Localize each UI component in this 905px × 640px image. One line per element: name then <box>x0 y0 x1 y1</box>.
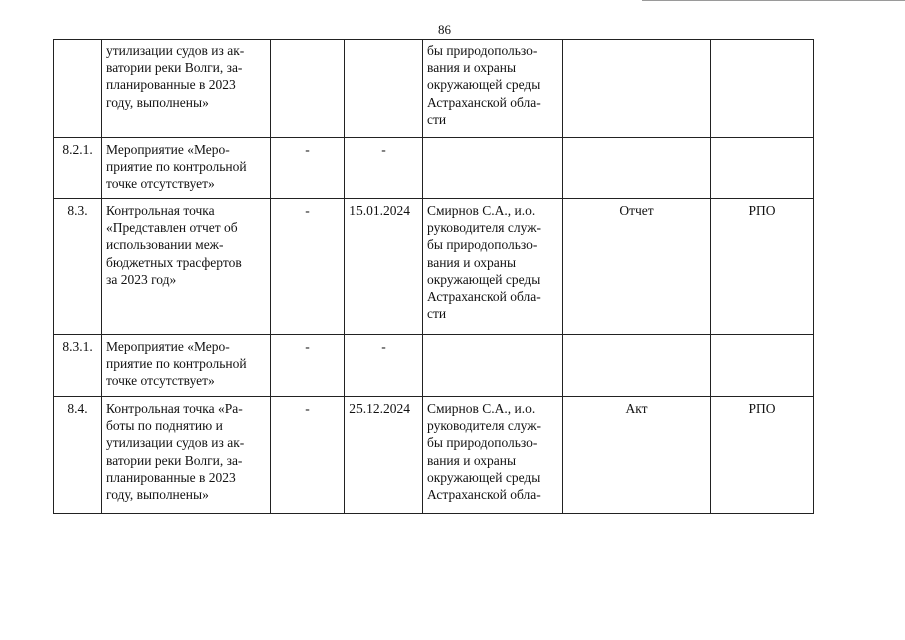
row-end-date: 25.12.2024 <box>345 397 423 514</box>
row-start-date: - <box>271 199 345 335</box>
row-document-type: Акт <box>563 397 711 514</box>
row-document-type <box>563 138 711 199</box>
table-row <box>54 40 814 138</box>
row-end-date: 15.01.2024 <box>345 199 423 335</box>
row-end-date <box>345 40 423 138</box>
row-name: утилизации судов из ак- ватории реки Волги, за- планированные в 2023 году, выполнены» <box>102 40 271 138</box>
table-row <box>54 199 814 335</box>
row-responsible <box>423 138 563 199</box>
row-document-type <box>563 335 711 397</box>
row-number: 8.3.1. <box>54 335 102 397</box>
row-number: 8.4. <box>54 397 102 514</box>
table-row <box>54 335 814 397</box>
control-points-table <box>53 39 814 514</box>
row-name: Мероприятие «Меро- приятие по контрольной точке отсутствует» <box>102 335 271 397</box>
row-info-system <box>711 138 814 199</box>
table-row <box>54 397 814 514</box>
page-number: 86 <box>438 22 451 37</box>
row-number <box>54 40 102 138</box>
row-end-date: - <box>345 335 423 397</box>
row-start-date: - <box>271 335 345 397</box>
row-start-date <box>271 40 345 138</box>
row-info-system: РПО <box>711 199 814 335</box>
page-corner-line <box>642 0 905 1</box>
row-document-type <box>563 40 711 138</box>
row-info-system: РПО <box>711 397 814 514</box>
table-row <box>54 138 814 199</box>
row-number: 8.2.1. <box>54 138 102 199</box>
row-responsible <box>423 335 563 397</box>
row-number: 8.3. <box>54 199 102 335</box>
row-responsible: Смирнов С.А., и.о. руководителя служ- бы природопользо- вания и охраны окружающей среды Астраханской обла- сти <box>423 199 563 335</box>
row-start-date: - <box>271 397 345 514</box>
row-start-date: - <box>271 138 345 199</box>
row-end-date: - <box>345 138 423 199</box>
row-responsible: бы природопользо- вания и охраны окружающей среды Астраханской обла- сти <box>423 40 563 138</box>
row-name: Контрольная точка «Ра- боты по поднятию и утилизации судов из ак- ватории реки Волги, за- планированные в 2023 году, выполнены» <box>102 397 271 514</box>
row-responsible: Смирнов С.А., и.о. руководителя служ- бы природопользо- вания и охраны окружающей среды Астраханской обла- <box>423 397 563 514</box>
row-document-type: Отчет <box>563 199 711 335</box>
row-info-system <box>711 40 814 138</box>
row-info-system <box>711 335 814 397</box>
row-name: Мероприятие «Меро- приятие по контрольной точке отсутствует» <box>102 138 271 199</box>
row-name: Контрольная точка «Представлен отчет об использовании меж- бюджетных трасфертов за 2023 год» <box>102 199 271 335</box>
